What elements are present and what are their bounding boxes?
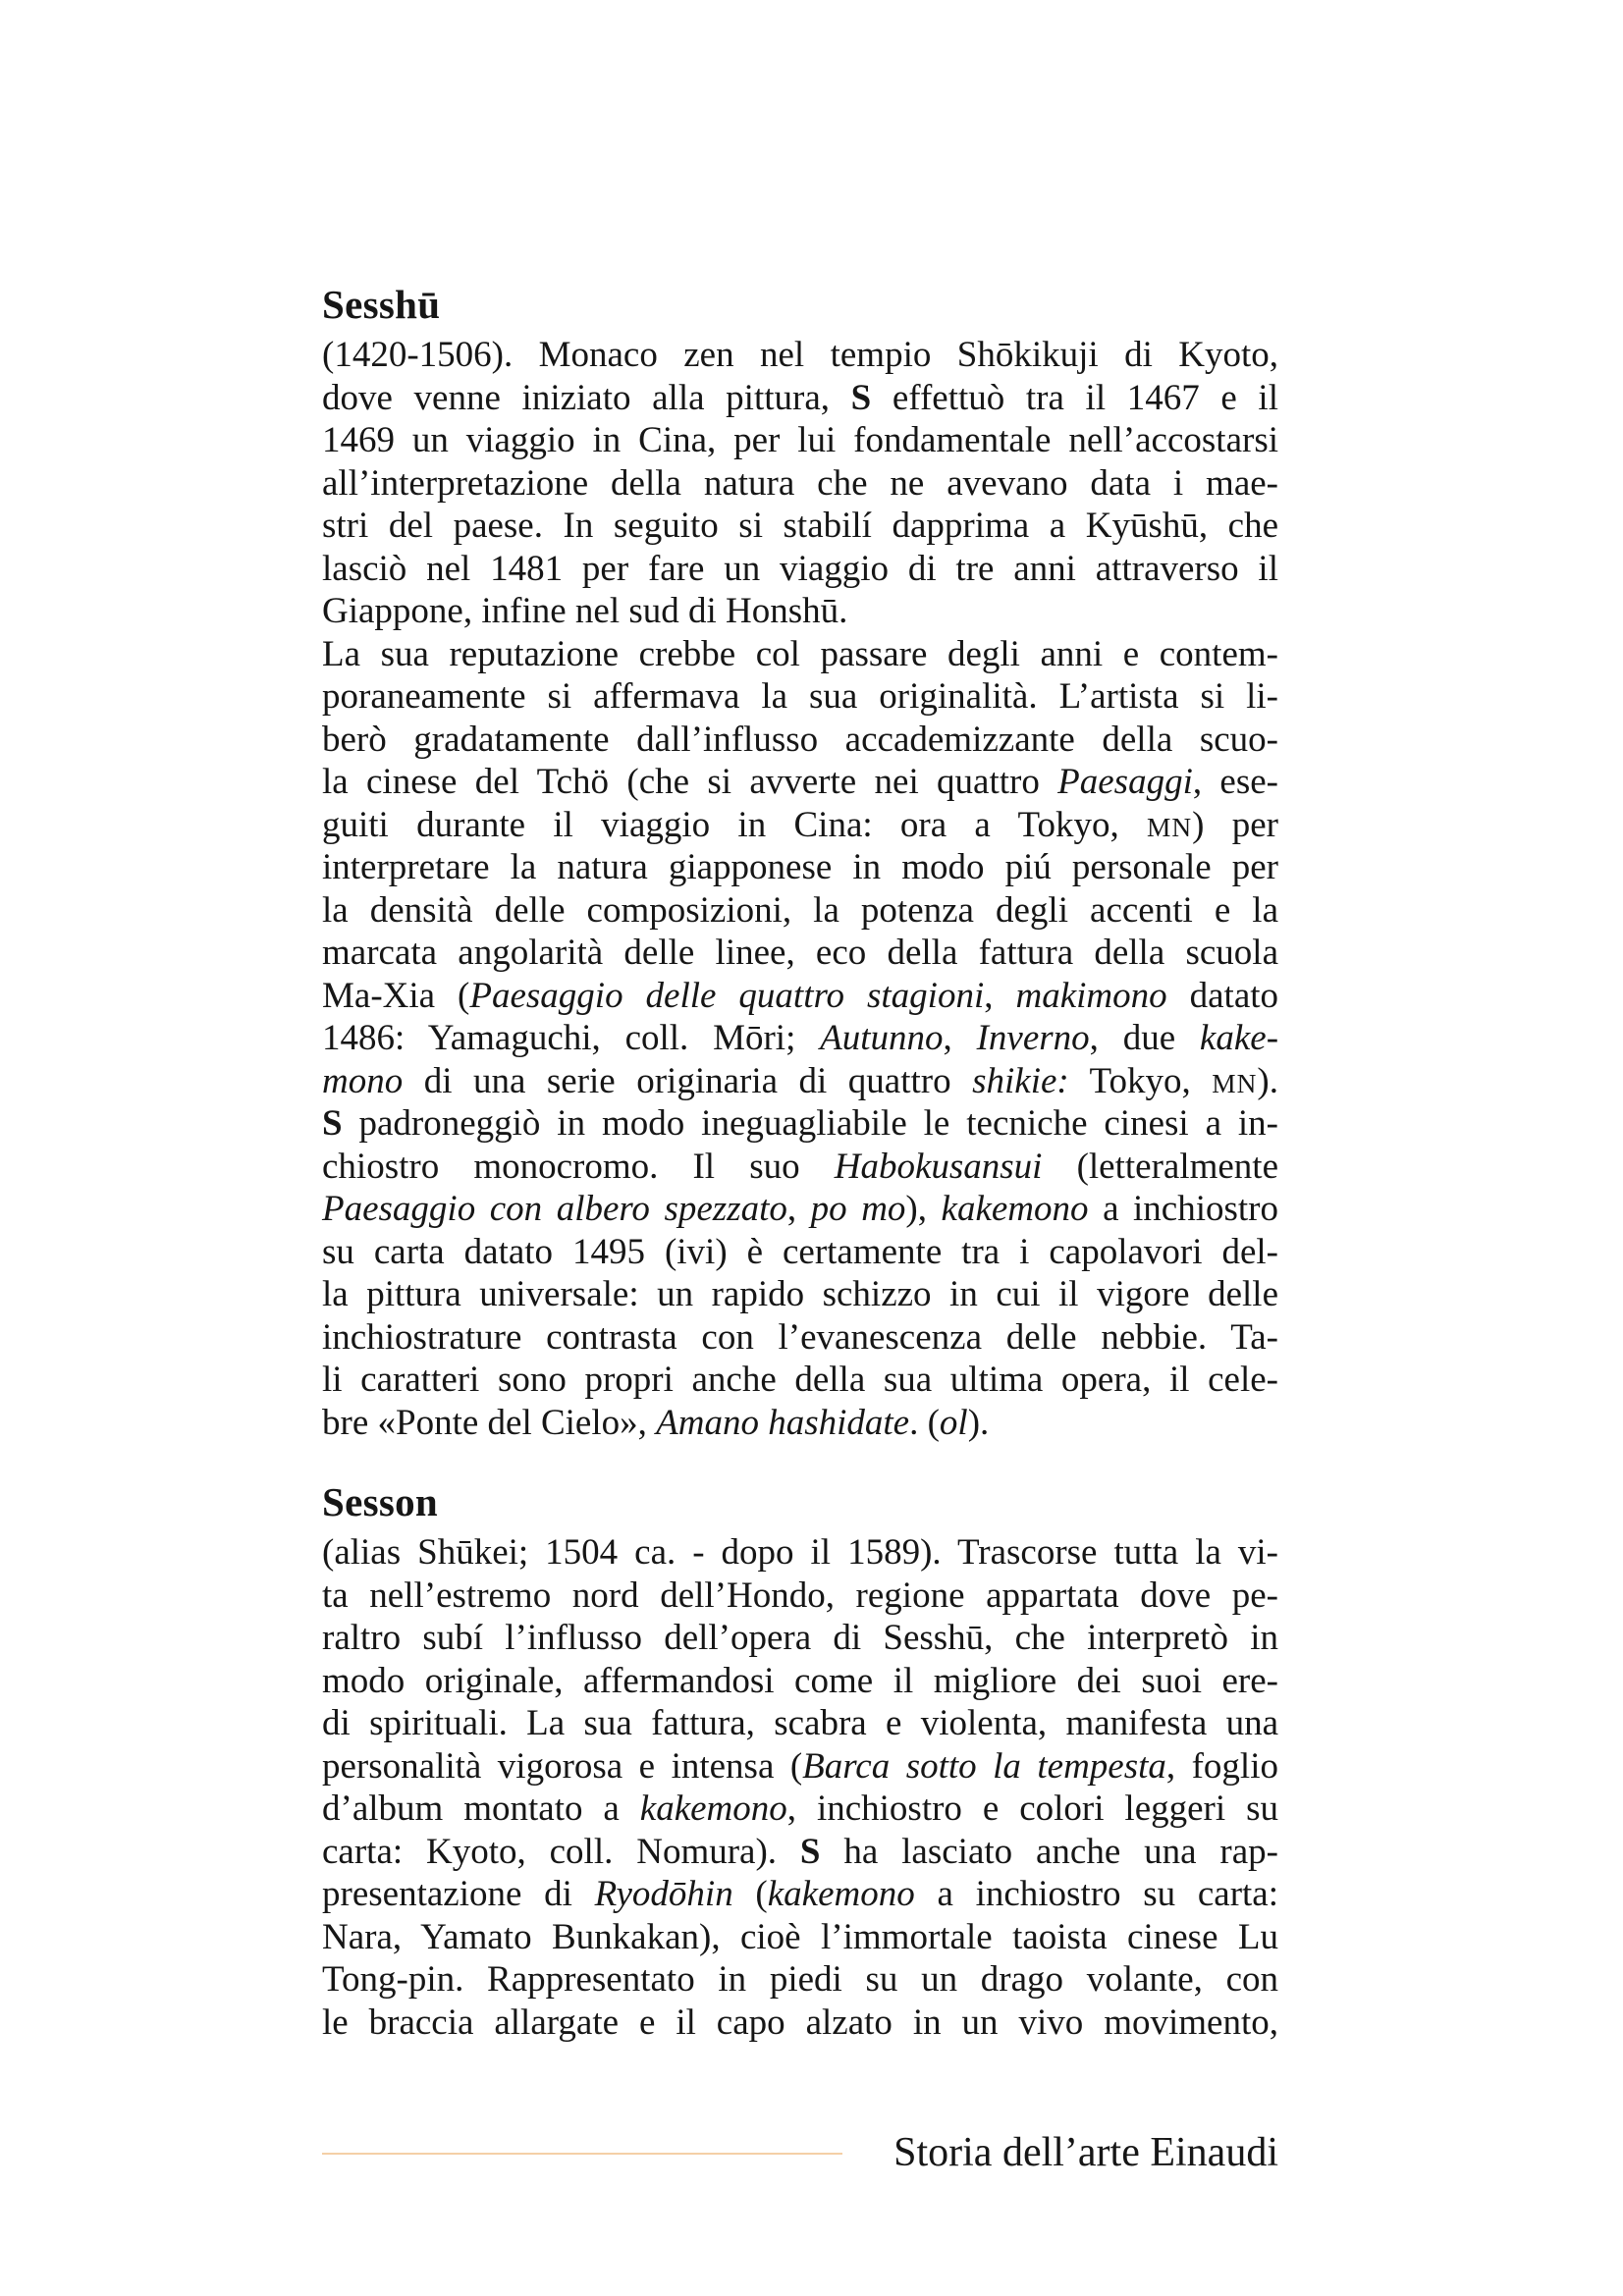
text-line: li caratteri sono propri anche della sua ultima opera, il cele- [322,1360,1278,1400]
footer-publisher: Storia dell’arte Einaudi [893,2130,1278,2175]
text-line: carta: Kyoto, coll. Nomura). S ha lasciato anche una rap- [322,1831,1278,1872]
italic-text: Amano hashidate [656,1402,910,1443]
italic-text: Barca sotto la tempesta [802,1745,1166,1787]
italic-text: kakemono [941,1189,1089,1229]
bold-text: S [322,1103,343,1144]
paragraph [322,1531,1278,2044]
italic-text: Paesaggi [1057,762,1193,802]
text-line: raltro subí l’influsso dell’opera di Sesshū, che interpretò in [322,1618,1278,1658]
text-line: guiti durante il viaggio in Cina: ora a Tokyo, MN) per [322,804,1278,845]
italic-text: Habokusansui [834,1146,1043,1187]
text-line: all’interpretazione della natura che ne avevano data i mae- [322,462,1278,504]
paragraph [322,633,1278,1445]
text-line: chiostro monocromo. Il suo Habokusansui (letteralmente [322,1146,1278,1187]
text-line: berò gradatamente dall’influsso accademizzante della scuo- [322,719,1278,760]
text-line: 1486: Yamaguchi, coll. Mōri; Autunno, Inverno, due kake- [322,1018,1279,1058]
text-line: bre «Ponte del Cielo», Amano hashidate. (ol). [322,1402,990,1443]
italic-text: po mo [810,1189,906,1229]
text-line: la cinese del Tchö (che si avverte nei quattro Paesaggi, ese- [322,762,1278,802]
text-line: modo originale, affermandosi come il migliore dei suoi ere- [322,1660,1278,1701]
entry-sesson [322,1480,1278,2044]
italic-text: Paesaggio con albero spezzato [322,1189,787,1229]
text-line: ta nell’estremo nord dell’Hondo, regione appartata dove pe- [322,1575,1278,1616]
entry-sesshu [322,283,1278,1444]
text-line: di spirituali. La sua fattura, scabra e violenta, manifesta una [322,1703,1278,1743]
italic-text: kake- [1199,1018,1279,1058]
italic-text: shikie: [972,1060,1069,1101]
text-line: S padroneggiò in modo ineguagliabile le tecniche cinesi a in- [322,1103,1278,1144]
text-line: le braccia allargate e il capo alzato in un vivo movimento, [322,2002,1278,2043]
text-line: inchiostrature contrasta con l’evanescenza delle nebbie. Ta- [322,1316,1278,1358]
small-caps-text: MN [1212,1068,1258,1098]
bold-text: S [799,1831,821,1872]
entry-body [322,1531,1278,2044]
small-caps-text: MN [1147,812,1193,842]
text-line: lasciò nel 1481 per fare un viaggio di tre anni attraverso il [322,548,1278,589]
text-line: La sua reputazione crebbe col passare degli anni e contem- [322,633,1278,674]
italic-text: mono [322,1060,404,1101]
paragraph [322,334,1278,633]
italic-text: kakemono [639,1789,787,1829]
italic-text: Paesaggio delle quattro stagioni [469,975,985,1016]
text-line: Giappone, infine nel sud di Honshū. [322,591,848,631]
entry-title: Sesson [322,1479,439,1524]
text-line: 1469 un viaggio in Cina, per lui fondamentale nell’accostarsi [322,420,1278,460]
italic-text: Autunno [820,1018,944,1058]
text-line: d’album montato a kakemono, inchiostro e colori leggeri su [322,1789,1278,1829]
text-line: (1420-1506). Monaco zen nel tempio Shōkikuji di Kyoto, [322,335,1278,375]
text-line: Tong-pin. Rappresentato in piedi su un drago volante, con [322,1959,1278,2000]
text-line: presentazione di Ryodōhin (kakemono a inchiostro su carta: [322,1874,1279,1914]
text-line: interpretare la natura giapponese in modo piú personale per [322,847,1278,887]
text-line: su carta datato 1495 (ivi) è certamente tra i capolavori del- [322,1231,1278,1272]
italic-text: kakemono [767,1874,915,1914]
italic-text: ol [939,1402,968,1443]
italic-text: makimono [1015,975,1167,1016]
text-line: la pittura universale: un rapido schizzo in cui il vigore delle [322,1274,1278,1314]
text-line: Nara, Yamato Bunkakan), cioè l’immortale taoista cinese Lu [322,1916,1278,1957]
text-line: marcata angolarità delle linee, eco della fattura della scuola [322,933,1278,973]
text-line: Ma-Xia (Paesaggio delle quattro stagioni, makimono datato [322,975,1279,1016]
text-line: poraneamente si affermava la sua originalità. L’artista si li- [322,676,1278,717]
text-line: (alias Shūkei; 1504 ca. - dopo il 1589). Trascorse tutta la vi- [322,1532,1278,1573]
italic-text: Ryodōhin [594,1874,733,1914]
entry-title: Sesshū [322,282,441,327]
text-line: mono di una serie originaria di quattro shikie: Tokyo, MN). [322,1060,1278,1101]
italic-text: Inverno [976,1018,1090,1058]
text-line: personalità vigorosa e intensa (Barca sotto la tempesta, foglio [322,1745,1278,1787]
text-line: dove venne iniziato alla pittura, S effettuò tra il 1467 e il [322,377,1278,418]
text-line: Paesaggio con albero spezzato, po mo), kakemono a inchiostro [322,1189,1279,1229]
text-line: la densità delle composizioni, la potenza degli accenti e la [322,889,1278,931]
text-line: stri del paese. In seguito si stabilí dapprima a Kyūshū, che [322,506,1278,546]
bold-text: S [850,377,872,418]
entry-body [322,334,1278,1444]
footer-rule [322,2153,842,2155]
